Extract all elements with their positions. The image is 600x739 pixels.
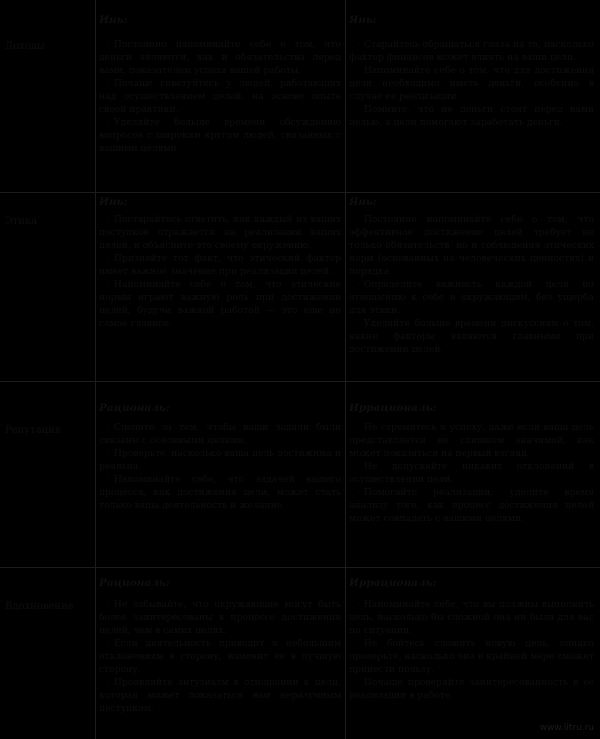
row-3-left-item-1: · Если деятельность приводит к небольшим отклонениям в сторону, изменит ее в лучшую сторону. <box>99 638 341 675</box>
row-3-left-item-0: · Не забывайте, что окружающие могут быть более заинтересованы в процессе достижения целей, чем в самих целях. <box>99 599 341 636</box>
row-0-right-cell <box>349 38 594 129</box>
row-1-left-cell <box>99 213 341 330</box>
row-0-right-item-0: · Старайтесь обращаться глаза на то, насколько фактор финансов может влиять на ваши цели. <box>349 39 594 63</box>
row-1-right-item-0: · Постоянно напоминайте себе о том, что эффективное достижение целей требует не только обязательств, но и соблюдения этических норм (основанных на человеческих ценностях) и порядка. <box>349 214 594 277</box>
row-3-right-header: Иррациональ: <box>349 577 437 589</box>
site-watermark: www.litru.ru <box>539 723 594 733</box>
row-1-right-header: Янь: <box>349 196 377 208</box>
column-divider-label <box>95 0 96 739</box>
row-1-left-item-1: · Признайте тот факт, что этический фактор имеет важное значение при реализации целей. <box>99 253 341 277</box>
row-2-left-item-2: · Напоминайте себе, что задачей вашего процесса, как достижения цели, может стать только ваша деятельность и желание. <box>99 474 341 511</box>
row-0-left-cell <box>99 38 341 155</box>
row-3-right-item-0: · Напоминайте себе, что вы должны выполнить цель, насколько бы сложной она ни была для вас по ситуации. <box>349 599 594 636</box>
row-1-label: Этика <box>5 216 38 227</box>
row-2-right-item-0: · Не стремитесь к успеху, даже если ваша цель представляется не слишком значимой, как может показаться на первый взгляд. <box>349 422 594 459</box>
row-0-label: Доходы <box>5 41 45 52</box>
row-divider-2 <box>0 381 600 382</box>
row-2-right-item-1: · Не допускайте никаких отклонений в осуществлении цели. <box>349 461 594 485</box>
row-2-right-cell <box>349 421 594 525</box>
row-3-right-item-1: · Не бойтесь сложить новую цель, однако проверьте, насколько она в крайней мере сможет принести пользу. <box>349 638 594 675</box>
row-0-right-item-1: · Напоминайте себе о том, что для достижения цели необходимо иметь деньги, особенно в случае ее реализации. <box>349 65 594 102</box>
row-1-left-item-2: · Напоминайте себе о том, что этические нормы играют важную роль при достижении целей, будучи важной работой — это еще не самое главное. <box>99 279 341 329</box>
row-1-right-cell <box>349 213 594 356</box>
row-2-left-item-0: · Следите за тем, чтобы ваши задачи были связаны с основными целями. <box>99 422 341 446</box>
row-0-right-header: Янь: <box>349 14 377 26</box>
row-2-right-item-2: · Помогайте реализации, уделите время анализу того, как процесс достижения целей может совпадать с вашими целями. <box>349 487 594 524</box>
row-3-right-cell <box>349 598 594 702</box>
row-0-left-item-1: · Почаще советуйтесь у людей, работающих над осуществлением целей, на основе опыта своей практики. <box>99 78 341 115</box>
row-3-left-cell <box>99 598 341 715</box>
row-0-left-item-2: · Уделяйте больше времени обсуждению вопросов с широким кругом людей, связанных с вашими целями. <box>99 117 341 154</box>
column-divider-middle <box>345 0 346 739</box>
row-1-right-item-2: · Уделяйте больше времени дискуссиям о том, какие факторы являются главными при достижении целей. <box>349 318 594 355</box>
row-2-left-item-1: · Проверьте, насколько ваша цель достижима и реальна. <box>99 448 341 472</box>
row-0-right-item-2: · Помните, что не деньги стоят перед вами целью, а цели помогают заработать деньги. <box>349 104 594 128</box>
row-3-label: Вдохновение <box>5 601 74 612</box>
row-1-left-header: Инь: <box>99 196 128 208</box>
row-3-right-item-2: · Почаще проверяйте заинтересованность в ее реализации в работе. <box>349 677 594 701</box>
row-1-right-item-1: · Определите важность каждой цели по отношению к себе и окружающим, без ущерба для этики. <box>349 279 594 316</box>
row-1-left-item-0: · Постарайтесь ответить, как каждый из ваших поступков отражается на реализации ваших целей, и объясните это своему окружению. <box>99 214 341 251</box>
row-3-left-header: Рациональ: <box>99 577 170 589</box>
row-divider-1 <box>0 192 600 193</box>
row-2-label: Репутация <box>5 425 62 436</box>
row-2-left-header: Рациональ: <box>99 402 170 414</box>
row-0-left-header: Инь: <box>99 14 128 26</box>
row-3-left-item-2: · Проявляйте энтузиазм в отношении к цели, которая может показаться вам неразумным поступком. <box>99 677 341 714</box>
row-0-left-item-0: · Постоянно напоминайте себе о том, что деньги являются, как и обязательства перед вами, показателем успеха вашей работы. <box>99 39 341 76</box>
row-2-left-cell <box>99 421 341 512</box>
row-divider-3 <box>0 567 600 568</box>
row-2-right-header: Иррациональ: <box>349 402 437 414</box>
